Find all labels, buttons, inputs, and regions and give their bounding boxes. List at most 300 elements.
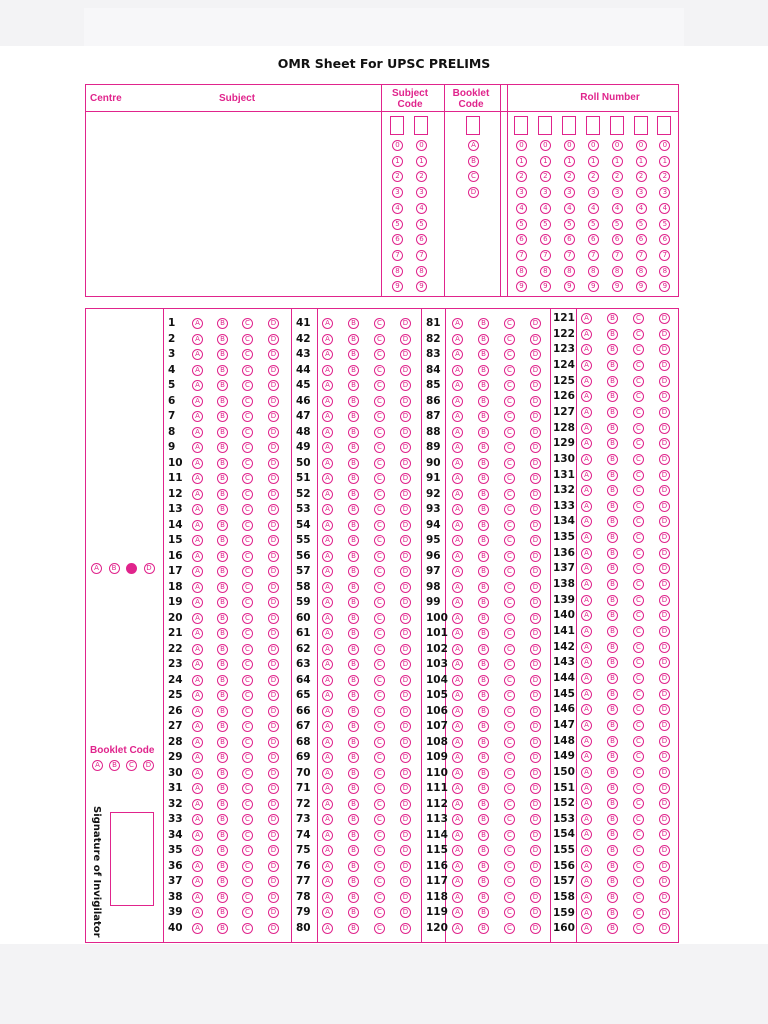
q153-option-D[interactable]: D xyxy=(659,814,670,825)
q157-option-A[interactable]: A xyxy=(581,876,592,887)
q66-option-B[interactable]: B xyxy=(348,706,359,717)
q109-option-C[interactable]: C xyxy=(504,752,515,763)
q113-option-B[interactable]: B xyxy=(478,814,489,825)
q18-option-D[interactable]: D xyxy=(268,582,279,593)
q75-option-D[interactable]: D xyxy=(400,845,411,856)
roll-number-bubble-5-8[interactable]: 8 xyxy=(612,266,623,277)
q60-option-B[interactable]: B xyxy=(348,613,359,624)
q104-option-A[interactable]: A xyxy=(452,675,463,686)
q91-option-D[interactable]: D xyxy=(530,473,541,484)
q123-option-A[interactable]: A xyxy=(581,344,592,355)
subject-code-bubble-1-4[interactable]: 4 xyxy=(392,203,403,214)
q101-option-A[interactable]: A xyxy=(452,628,463,639)
q120-option-A[interactable]: A xyxy=(452,923,463,934)
q7-option-A[interactable]: A xyxy=(192,411,203,422)
q40-option-A[interactable]: A xyxy=(192,923,203,934)
q10-option-C[interactable]: C xyxy=(242,458,253,469)
q29-option-D[interactable]: D xyxy=(268,752,279,763)
q38-option-D[interactable]: D xyxy=(268,892,279,903)
q104-option-D[interactable]: D xyxy=(530,675,541,686)
q24-option-B[interactable]: B xyxy=(217,675,228,686)
q140-option-D[interactable]: D xyxy=(659,610,670,621)
q133-option-D[interactable]: D xyxy=(659,501,670,512)
q112-option-A[interactable]: A xyxy=(452,799,463,810)
q149-option-D[interactable]: D xyxy=(659,751,670,762)
q136-option-A[interactable]: A xyxy=(581,548,592,559)
roll-number-bubble-3-2[interactable]: 2 xyxy=(564,171,575,182)
q33-option-A[interactable]: A xyxy=(192,814,203,825)
q143-option-A[interactable]: A xyxy=(581,657,592,668)
q5-option-C[interactable]: C xyxy=(242,380,253,391)
q71-option-B[interactable]: B xyxy=(348,783,359,794)
q66-option-D[interactable]: D xyxy=(400,706,411,717)
q49-option-B[interactable]: B xyxy=(348,442,359,453)
q115-option-A[interactable]: A xyxy=(452,845,463,856)
q14-option-B[interactable]: B xyxy=(217,520,228,531)
q106-option-B[interactable]: B xyxy=(478,706,489,717)
q52-option-A[interactable]: A xyxy=(322,489,333,500)
q84-option-C[interactable]: C xyxy=(504,365,515,376)
q71-option-A[interactable]: A xyxy=(322,783,333,794)
q36-option-D[interactable]: D xyxy=(268,861,279,872)
q80-option-B[interactable]: B xyxy=(348,923,359,934)
q133-option-C[interactable]: C xyxy=(633,501,644,512)
q80-option-C[interactable]: C xyxy=(374,923,385,934)
q45-option-A[interactable]: A xyxy=(322,380,333,391)
q73-option-C[interactable]: C xyxy=(374,814,385,825)
q93-option-B[interactable]: B xyxy=(478,504,489,515)
q128-option-B[interactable]: B xyxy=(607,423,618,434)
q129-option-A[interactable]: A xyxy=(581,438,592,449)
q138-option-A[interactable]: A xyxy=(581,579,592,590)
q87-option-B[interactable]: B xyxy=(478,411,489,422)
q5-option-B[interactable]: B xyxy=(217,380,228,391)
roll-number-bubble-1-5[interactable]: 5 xyxy=(516,219,527,230)
q3-option-C[interactable]: C xyxy=(242,349,253,360)
q53-option-D[interactable]: D xyxy=(400,504,411,515)
q82-option-A[interactable]: A xyxy=(452,334,463,345)
q89-option-D[interactable]: D xyxy=(530,442,541,453)
subject-code-bubble-1-5[interactable]: 5 xyxy=(392,219,403,230)
subject-code-bubble-1-0[interactable]: 0 xyxy=(392,140,403,151)
q79-option-D[interactable]: D xyxy=(400,907,411,918)
q145-option-C[interactable]: C xyxy=(633,689,644,700)
q72-option-D[interactable]: D xyxy=(400,799,411,810)
q47-option-D[interactable]: D xyxy=(400,411,411,422)
roll-number-bubble-1-4[interactable]: 4 xyxy=(516,203,527,214)
q101-option-D[interactable]: D xyxy=(530,628,541,639)
q68-option-C[interactable]: C xyxy=(374,737,385,748)
q64-option-B[interactable]: B xyxy=(348,675,359,686)
q58-option-A[interactable]: A xyxy=(322,582,333,593)
q97-option-C[interactable]: C xyxy=(504,566,515,577)
subject-code-bubble-2-6[interactable]: 6 xyxy=(416,234,427,245)
q159-option-D[interactable]: D xyxy=(659,908,670,919)
q28-option-D[interactable]: D xyxy=(268,737,279,748)
q116-option-A[interactable]: A xyxy=(452,861,463,872)
q32-option-D[interactable]: D xyxy=(268,799,279,810)
q38-option-B[interactable]: B xyxy=(217,892,228,903)
q37-option-C[interactable]: C xyxy=(242,876,253,887)
q147-option-C[interactable]: C xyxy=(633,720,644,731)
roll-number-bubble-4-0[interactable]: 0 xyxy=(588,140,599,151)
q111-option-A[interactable]: A xyxy=(452,783,463,794)
q20-option-B[interactable]: B xyxy=(217,613,228,624)
roll-number-bubble-3-1[interactable]: 1 xyxy=(564,156,575,167)
q6-option-A[interactable]: A xyxy=(192,396,203,407)
q2-option-C[interactable]: C xyxy=(242,334,253,345)
q146-option-D[interactable]: D xyxy=(659,704,670,715)
q38-option-C[interactable]: C xyxy=(242,892,253,903)
q11-option-C[interactable]: C xyxy=(242,473,253,484)
q47-option-C[interactable]: C xyxy=(374,411,385,422)
q96-option-D[interactable]: D xyxy=(530,551,541,562)
q104-option-B[interactable]: B xyxy=(478,675,489,686)
q114-option-B[interactable]: B xyxy=(478,830,489,841)
q113-option-C[interactable]: C xyxy=(504,814,515,825)
q2-option-B[interactable]: B xyxy=(217,334,228,345)
q59-option-B[interactable]: B xyxy=(348,597,359,608)
q9-option-D[interactable]: D xyxy=(268,442,279,453)
q96-option-A[interactable]: A xyxy=(452,551,463,562)
q12-option-D[interactable]: D xyxy=(268,489,279,500)
q126-option-D[interactable]: D xyxy=(659,391,670,402)
subject-code-bubble-2-8[interactable]: 8 xyxy=(416,266,427,277)
q54-option-B[interactable]: B xyxy=(348,520,359,531)
booklet-code-box[interactable] xyxy=(466,116,480,135)
example-bubble-B[interactable]: B xyxy=(109,563,120,574)
q82-option-C[interactable]: C xyxy=(504,334,515,345)
q47-option-B[interactable]: B xyxy=(348,411,359,422)
q43-option-A[interactable]: A xyxy=(322,349,333,360)
q48-option-D[interactable]: D xyxy=(400,427,411,438)
q142-option-B[interactable]: B xyxy=(607,642,618,653)
q66-option-A[interactable]: A xyxy=(322,706,333,717)
example-bubble-D[interactable]: D xyxy=(144,563,155,574)
q30-option-A[interactable]: A xyxy=(192,768,203,779)
q130-option-B[interactable]: B xyxy=(607,454,618,465)
q115-option-C[interactable]: C xyxy=(504,845,515,856)
q12-option-B[interactable]: B xyxy=(217,489,228,500)
q42-option-C[interactable]: C xyxy=(374,334,385,345)
q145-option-D[interactable]: D xyxy=(659,689,670,700)
q67-option-C[interactable]: C xyxy=(374,721,385,732)
q63-option-B[interactable]: B xyxy=(348,659,359,670)
q81-option-D[interactable]: D xyxy=(530,318,541,329)
q86-option-D[interactable]: D xyxy=(530,396,541,407)
q45-option-C[interactable]: C xyxy=(374,380,385,391)
q156-option-C[interactable]: C xyxy=(633,861,644,872)
q108-option-D[interactable]: D xyxy=(530,737,541,748)
q20-option-D[interactable]: D xyxy=(268,613,279,624)
q14-option-A[interactable]: A xyxy=(192,520,203,531)
q13-option-C[interactable]: C xyxy=(242,504,253,515)
q123-option-B[interactable]: B xyxy=(607,344,618,355)
q27-option-A[interactable]: A xyxy=(192,721,203,732)
q160-option-A[interactable]: A xyxy=(581,923,592,934)
q13-option-D[interactable]: D xyxy=(268,504,279,515)
q61-option-A[interactable]: A xyxy=(322,628,333,639)
roll-number-bubble-1-1[interactable]: 1 xyxy=(516,156,527,167)
q36-option-B[interactable]: B xyxy=(217,861,228,872)
q48-option-B[interactable]: B xyxy=(348,427,359,438)
q118-option-B[interactable]: B xyxy=(478,892,489,903)
q130-option-D[interactable]: D xyxy=(659,454,670,465)
q119-option-C[interactable]: C xyxy=(504,907,515,918)
roll-number-bubble-3-6[interactable]: 6 xyxy=(564,234,575,245)
q87-option-C[interactable]: C xyxy=(504,411,515,422)
roll-number-bubble-5-5[interactable]: 5 xyxy=(612,219,623,230)
booklet-code-bubble-C[interactable]: C xyxy=(468,171,479,182)
q74-option-C[interactable]: C xyxy=(374,830,385,841)
subject-code-box-1[interactable] xyxy=(390,116,404,135)
q129-option-D[interactable]: D xyxy=(659,438,670,449)
roll-number-bubble-4-5[interactable]: 5 xyxy=(588,219,599,230)
q105-option-B[interactable]: B xyxy=(478,690,489,701)
subject-code-bubble-2-9[interactable]: 9 xyxy=(416,281,427,292)
q117-option-A[interactable]: A xyxy=(452,876,463,887)
q22-option-A[interactable]: A xyxy=(192,644,203,655)
roll-number-box-6[interactable] xyxy=(634,116,648,135)
q110-option-B[interactable]: B xyxy=(478,768,489,779)
q19-option-B[interactable]: B xyxy=(217,597,228,608)
q15-option-B[interactable]: B xyxy=(217,535,228,546)
q150-option-B[interactable]: B xyxy=(607,767,618,778)
roll-number-box-1[interactable] xyxy=(514,116,528,135)
q119-option-D[interactable]: D xyxy=(530,907,541,918)
q103-option-A[interactable]: A xyxy=(452,659,463,670)
q88-option-A[interactable]: A xyxy=(452,427,463,438)
q139-option-D[interactable]: D xyxy=(659,595,670,606)
q75-option-C[interactable]: C xyxy=(374,845,385,856)
q69-option-D[interactable]: D xyxy=(400,752,411,763)
q111-option-B[interactable]: B xyxy=(478,783,489,794)
q56-option-D[interactable]: D xyxy=(400,551,411,562)
q126-option-A[interactable]: A xyxy=(581,391,592,402)
q109-option-A[interactable]: A xyxy=(452,752,463,763)
q129-option-B[interactable]: B xyxy=(607,438,618,449)
q132-option-C[interactable]: C xyxy=(633,485,644,496)
q91-option-C[interactable]: C xyxy=(504,473,515,484)
q40-option-D[interactable]: D xyxy=(268,923,279,934)
roll-number-bubble-6-6[interactable]: 6 xyxy=(636,234,647,245)
q39-option-B[interactable]: B xyxy=(217,907,228,918)
q66-option-C[interactable]: C xyxy=(374,706,385,717)
q9-option-A[interactable]: A xyxy=(192,442,203,453)
q31-option-C[interactable]: C xyxy=(242,783,253,794)
q95-option-A[interactable]: A xyxy=(452,535,463,546)
q137-option-A[interactable]: A xyxy=(581,563,592,574)
q32-option-C[interactable]: C xyxy=(242,799,253,810)
q148-option-D[interactable]: D xyxy=(659,736,670,747)
q137-option-B[interactable]: B xyxy=(607,563,618,574)
q60-option-D[interactable]: D xyxy=(400,613,411,624)
q90-option-A[interactable]: A xyxy=(452,458,463,469)
q34-option-A[interactable]: A xyxy=(192,830,203,841)
q102-option-B[interactable]: B xyxy=(478,644,489,655)
q103-option-D[interactable]: D xyxy=(530,659,541,670)
q143-option-B[interactable]: B xyxy=(607,657,618,668)
q77-option-B[interactable]: B xyxy=(348,876,359,887)
q33-option-C[interactable]: C xyxy=(242,814,253,825)
q43-option-B[interactable]: B xyxy=(348,349,359,360)
q63-option-C[interactable]: C xyxy=(374,659,385,670)
q156-option-B[interactable]: B xyxy=(607,861,618,872)
roll-number-bubble-7-0[interactable]: 0 xyxy=(659,140,670,151)
subject-code-bubble-2-4[interactable]: 4 xyxy=(416,203,427,214)
q144-option-C[interactable]: C xyxy=(633,673,644,684)
q154-option-D[interactable]: D xyxy=(659,829,670,840)
q62-option-B[interactable]: B xyxy=(348,644,359,655)
q86-option-A[interactable]: A xyxy=(452,396,463,407)
q16-option-A[interactable]: A xyxy=(192,551,203,562)
q17-option-C[interactable]: C xyxy=(242,566,253,577)
q67-option-B[interactable]: B xyxy=(348,721,359,732)
q89-option-B[interactable]: B xyxy=(478,442,489,453)
q53-option-B[interactable]: B xyxy=(348,504,359,515)
q62-option-C[interactable]: C xyxy=(374,644,385,655)
q24-option-C[interactable]: C xyxy=(242,675,253,686)
q151-option-D[interactable]: D xyxy=(659,783,670,794)
roll-number-bubble-2-5[interactable]: 5 xyxy=(540,219,551,230)
q124-option-A[interactable]: A xyxy=(581,360,592,371)
q153-option-A[interactable]: A xyxy=(581,814,592,825)
q15-option-A[interactable]: A xyxy=(192,535,203,546)
q76-option-C[interactable]: C xyxy=(374,861,385,872)
q28-option-A[interactable]: A xyxy=(192,737,203,748)
q94-option-B[interactable]: B xyxy=(478,520,489,531)
q76-option-D[interactable]: D xyxy=(400,861,411,872)
q154-option-C[interactable]: C xyxy=(633,829,644,840)
q73-option-A[interactable]: A xyxy=(322,814,333,825)
roll-number-bubble-2-2[interactable]: 2 xyxy=(540,171,551,182)
q10-option-A[interactable]: A xyxy=(192,458,203,469)
q13-option-A[interactable]: A xyxy=(192,504,203,515)
q64-option-A[interactable]: A xyxy=(322,675,333,686)
q59-option-C[interactable]: C xyxy=(374,597,385,608)
q30-option-D[interactable]: D xyxy=(268,768,279,779)
q121-option-B[interactable]: B xyxy=(607,313,618,324)
q103-option-B[interactable]: B xyxy=(478,659,489,670)
q29-option-C[interactable]: C xyxy=(242,752,253,763)
subject-code-bubble-2-5[interactable]: 5 xyxy=(416,219,427,230)
roll-number-bubble-2-9[interactable]: 9 xyxy=(540,281,551,292)
q115-option-D[interactable]: D xyxy=(530,845,541,856)
q102-option-C[interactable]: C xyxy=(504,644,515,655)
q35-option-D[interactable]: D xyxy=(268,845,279,856)
q123-option-C[interactable]: C xyxy=(633,344,644,355)
q2-option-A[interactable]: A xyxy=(192,334,203,345)
q84-option-D[interactable]: D xyxy=(530,365,541,376)
q19-option-C[interactable]: C xyxy=(242,597,253,608)
q71-option-D[interactable]: D xyxy=(400,783,411,794)
roll-number-bubble-3-7[interactable]: 7 xyxy=(564,250,575,261)
q45-option-D[interactable]: D xyxy=(400,380,411,391)
q120-option-B[interactable]: B xyxy=(478,923,489,934)
q101-option-C[interactable]: C xyxy=(504,628,515,639)
q131-option-A[interactable]: A xyxy=(581,470,592,481)
roll-number-bubble-5-1[interactable]: 1 xyxy=(612,156,623,167)
q39-option-A[interactable]: A xyxy=(192,907,203,918)
q41-option-C[interactable]: C xyxy=(374,318,385,329)
q37-option-B[interactable]: B xyxy=(217,876,228,887)
q159-option-A[interactable]: A xyxy=(581,908,592,919)
q102-option-D[interactable]: D xyxy=(530,644,541,655)
q159-option-C[interactable]: C xyxy=(633,908,644,919)
q86-option-B[interactable]: B xyxy=(478,396,489,407)
q100-option-B[interactable]: B xyxy=(478,613,489,624)
roll-number-bubble-2-6[interactable]: 6 xyxy=(540,234,551,245)
q125-option-A[interactable]: A xyxy=(581,376,592,387)
q92-option-C[interactable]: C xyxy=(504,489,515,500)
q64-option-D[interactable]: D xyxy=(400,675,411,686)
q160-option-D[interactable]: D xyxy=(659,923,670,934)
q139-option-A[interactable]: A xyxy=(581,595,592,606)
q122-option-C[interactable]: C xyxy=(633,329,644,340)
q23-option-D[interactable]: D xyxy=(268,659,279,670)
roll-number-box-5[interactable] xyxy=(610,116,624,135)
q31-option-A[interactable]: A xyxy=(192,783,203,794)
q122-option-A[interactable]: A xyxy=(581,329,592,340)
q31-option-B[interactable]: B xyxy=(217,783,228,794)
q78-option-D[interactable]: D xyxy=(400,892,411,903)
q55-option-C[interactable]: C xyxy=(374,535,385,546)
q142-option-C[interactable]: C xyxy=(633,642,644,653)
q157-option-B[interactable]: B xyxy=(607,876,618,887)
q76-option-B[interactable]: B xyxy=(348,861,359,872)
q52-option-B[interactable]: B xyxy=(348,489,359,500)
q20-option-C[interactable]: C xyxy=(242,613,253,624)
q145-option-B[interactable]: B xyxy=(607,689,618,700)
example-bubble-A[interactable]: A xyxy=(91,563,102,574)
q157-option-D[interactable]: D xyxy=(659,876,670,887)
q109-option-B[interactable]: B xyxy=(478,752,489,763)
q4-option-B[interactable]: B xyxy=(217,365,228,376)
q141-option-A[interactable]: A xyxy=(581,626,592,637)
q131-option-B[interactable]: B xyxy=(607,470,618,481)
q52-option-D[interactable]: D xyxy=(400,489,411,500)
q55-option-D[interactable]: D xyxy=(400,535,411,546)
q152-option-D[interactable]: D xyxy=(659,798,670,809)
q89-option-C[interactable]: C xyxy=(504,442,515,453)
q42-option-B[interactable]: B xyxy=(348,334,359,345)
q127-option-B[interactable]: B xyxy=(607,407,618,418)
q147-option-D[interactable]: D xyxy=(659,720,670,731)
q98-option-C[interactable]: C xyxy=(504,582,515,593)
q148-option-A[interactable]: A xyxy=(581,736,592,747)
q83-option-C[interactable]: C xyxy=(504,349,515,360)
q50-option-B[interactable]: B xyxy=(348,458,359,469)
q54-option-A[interactable]: A xyxy=(322,520,333,531)
q40-option-C[interactable]: C xyxy=(242,923,253,934)
q48-option-A[interactable]: A xyxy=(322,427,333,438)
q56-option-A[interactable]: A xyxy=(322,551,333,562)
q150-option-C[interactable]: C xyxy=(633,767,644,778)
q46-option-B[interactable]: B xyxy=(348,396,359,407)
q106-option-D[interactable]: D xyxy=(530,706,541,717)
q157-option-C[interactable]: C xyxy=(633,876,644,887)
roll-number-bubble-6-2[interactable]: 2 xyxy=(636,171,647,182)
q21-option-B[interactable]: B xyxy=(217,628,228,639)
q25-option-C[interactable]: C xyxy=(242,690,253,701)
q118-option-D[interactable]: D xyxy=(530,892,541,903)
q127-option-A[interactable]: A xyxy=(581,407,592,418)
q79-option-A[interactable]: A xyxy=(322,907,333,918)
q9-option-C[interactable]: C xyxy=(242,442,253,453)
q57-option-D[interactable]: D xyxy=(400,566,411,577)
q124-option-D[interactable]: D xyxy=(659,360,670,371)
q41-option-B[interactable]: B xyxy=(348,318,359,329)
